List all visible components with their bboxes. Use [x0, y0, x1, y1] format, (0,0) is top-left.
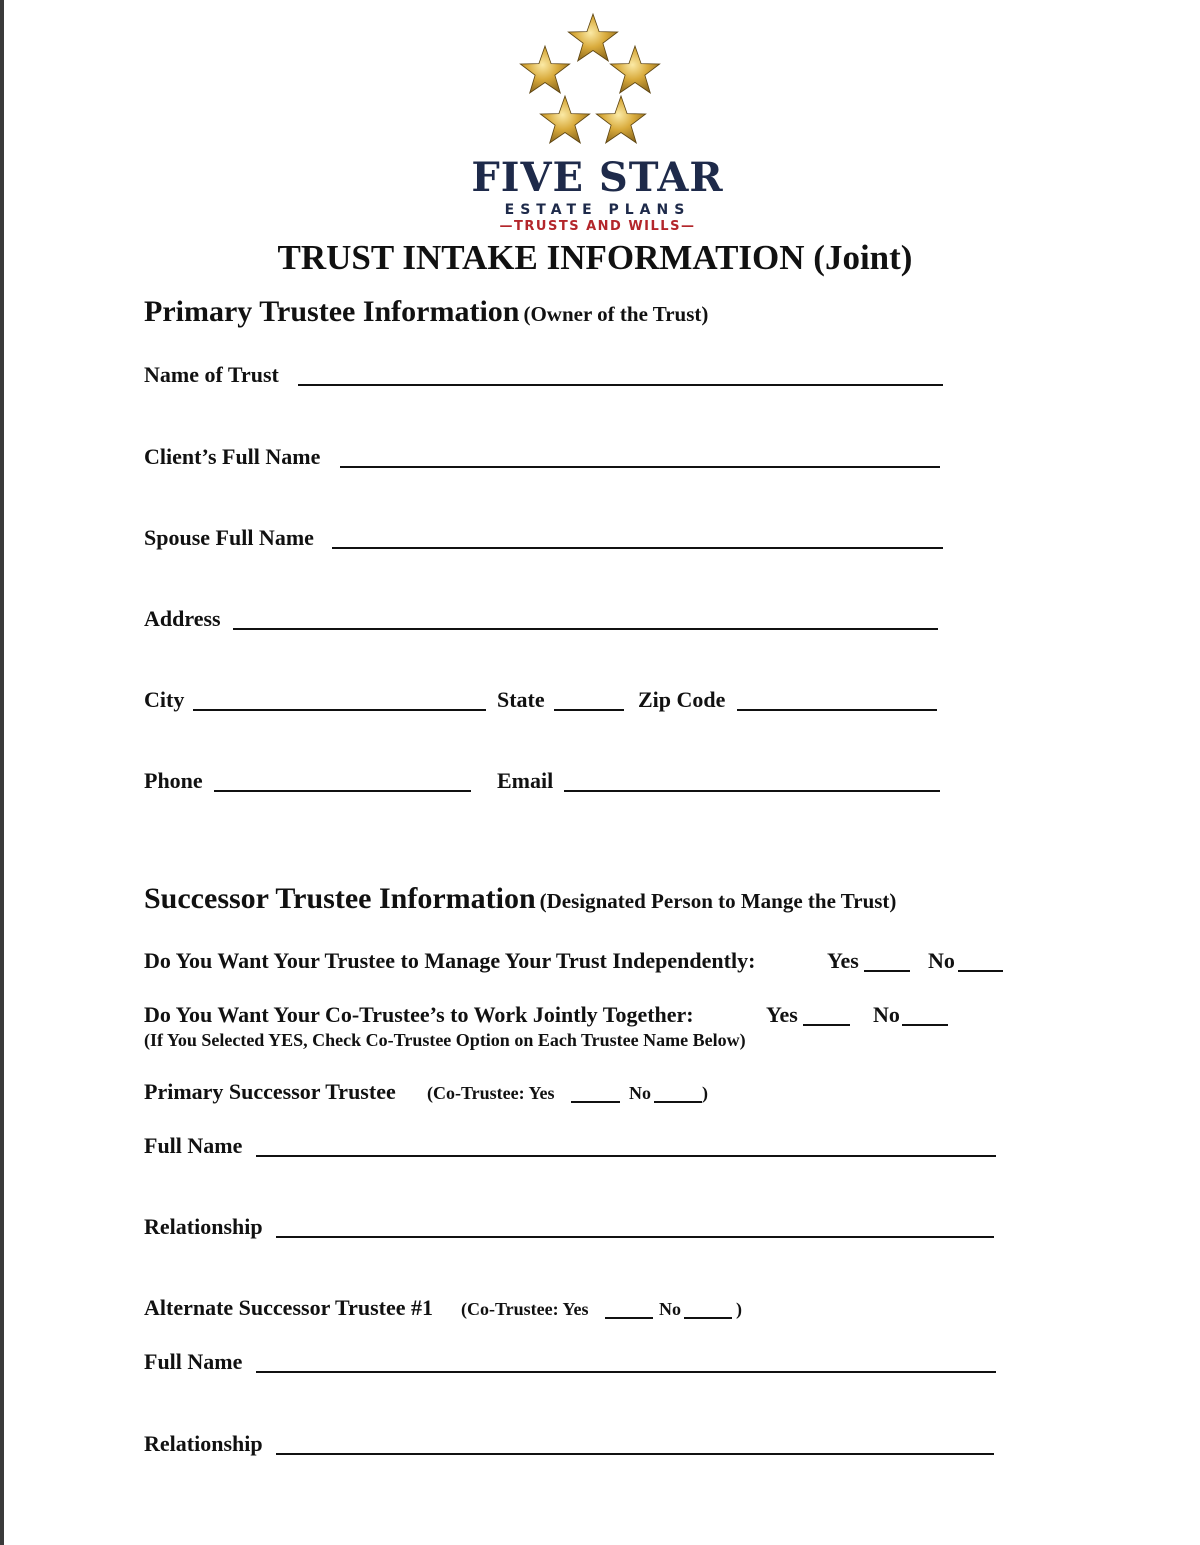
address-label: Address [144, 606, 221, 631]
five-star-logo [455, 12, 740, 232]
brand-name: FIVE STAR [471, 154, 724, 201]
jointly-yes-label: Yes [766, 1002, 798, 1027]
spouse-name-label: Spouse Full Name [144, 525, 314, 550]
successor-subheading: (Designated Person to Mange the Trust) [539, 889, 897, 913]
city-field[interactable] [193, 709, 486, 711]
primary-cotrustee-close: ) [702, 1083, 708, 1103]
independent-no-label: No [928, 948, 955, 973]
jointly-no-field[interactable] [902, 1024, 948, 1026]
zip-label: Zip Code [638, 687, 726, 712]
independent-no-field[interactable] [958, 970, 1003, 972]
name-of-trust-label: Name of Trust [144, 362, 279, 387]
zip-field[interactable] [737, 709, 937, 711]
primary-cotrustee-yes-label: (Co-Trustee: Yes [427, 1083, 555, 1103]
spouse-name-field[interactable] [332, 547, 943, 549]
primary-cotrustee-yes-field[interactable] [571, 1101, 620, 1103]
jointly-question: Do You Want Your Co-Trustee’s to Work Jointly Together: [144, 1002, 694, 1027]
successor-heading: Successor Trustee Information [144, 882, 536, 915]
successor-section-header [144, 882, 896, 916]
independent-question: Do You Want Your Trustee to Manage Your Trust Independently: [144, 948, 756, 973]
alternate-cotrustee-no-label: No [659, 1299, 681, 1319]
address-field[interactable] [233, 628, 938, 630]
primary-successor-label: Primary Successor Trustee [144, 1079, 396, 1104]
alternate-cotrustee-no-field[interactable] [684, 1317, 732, 1319]
jointly-note: (If You Selected YES, Check Co-Trustee Option on Each Trustee Name Below) [144, 1030, 746, 1050]
primary-full-name-label: Full Name [144, 1133, 243, 1158]
name-of-trust-field[interactable] [298, 384, 943, 386]
jointly-no-label: No [873, 1002, 900, 1027]
independent-yes-label: Yes [827, 948, 859, 973]
primary-relationship-field[interactable] [276, 1236, 994, 1238]
primary-cotrustee-no-field[interactable] [654, 1101, 702, 1103]
stars-icon [455, 12, 740, 152]
client-name-field[interactable] [340, 466, 940, 468]
independent-yes-field[interactable] [864, 970, 910, 972]
city-label: City [144, 687, 185, 712]
state-field[interactable] [554, 709, 624, 711]
brand-tagline: ESTATE PLANS [504, 202, 691, 218]
jointly-yes-field[interactable] [803, 1024, 850, 1026]
alternate-full-name-field[interactable] [256, 1371, 996, 1373]
email-field[interactable] [564, 790, 940, 792]
alternate-successor-label: Alternate Successor Trustee #1 [144, 1295, 433, 1320]
page-edge [0, 0, 4, 1545]
primary-cotrustee-no-label: No [629, 1083, 651, 1103]
alternate-relationship-label: Relationship [144, 1431, 263, 1456]
alternate-cotrustee-close: ) [736, 1299, 742, 1319]
primary-subheading: (Owner of the Trust) [523, 302, 709, 326]
primary-relationship-label: Relationship [144, 1214, 263, 1239]
primary-heading: Primary Trustee Information [144, 295, 520, 328]
email-label: Email [497, 768, 554, 793]
phone-label: Phone [144, 768, 203, 793]
alternate-cotrustee-yes-field[interactable] [605, 1317, 653, 1319]
alternate-relationship-field[interactable] [276, 1453, 994, 1455]
primary-full-name-field[interactable] [256, 1155, 996, 1157]
phone-field[interactable] [214, 790, 471, 792]
state-label: State [497, 687, 545, 712]
client-name-label: Client’s Full Name [144, 444, 321, 469]
alternate-full-name-label: Full Name [144, 1349, 243, 1374]
primary-section-header [144, 295, 708, 329]
alternate-cotrustee-yes-label: (Co-Trustee: Yes [461, 1299, 589, 1319]
brand-subtagline: —TRUSTS AND WILLS— [499, 219, 696, 234]
document-title: TRUST INTAKE INFORMATION (Joint) [277, 238, 913, 277]
